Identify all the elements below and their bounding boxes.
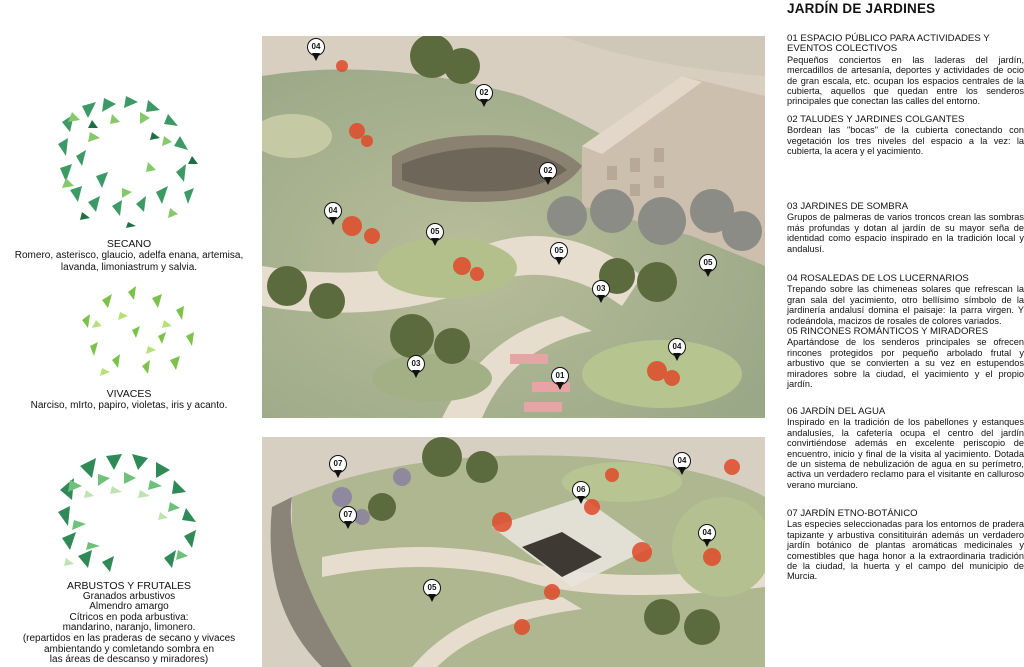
section-heading: 04 ROSALEDAS DE LOS LUCERNARIOS [787, 273, 969, 284]
legend-secano-title: SECANO [106, 238, 152, 250]
legend-arbustos [0, 581, 258, 666]
map-marker[interactable]: 02 [539, 162, 559, 188]
section-02 [787, 115, 1024, 157]
secano-swatch [52, 92, 202, 232]
legend-vivaces-desc: Narciso, mIrto, papiro, violetas, iris y acanto. [30, 400, 228, 411]
section-03 [787, 202, 1024, 254]
section-heading: 01 ESPACIO PÚBLICO PARA ACTIVIDADES Y EVENTOS COLECTIVOS [787, 33, 990, 55]
map-marker[interactable]: 04 [673, 452, 693, 478]
map-marker[interactable]: 01 [551, 367, 571, 393]
section-07 [787, 509, 1024, 582]
map-marker[interactable]: 03 [407, 355, 427, 381]
legend-vivaces [0, 388, 258, 412]
section-heading: 07 JARDÍN ETNO-BOTÁNICO [787, 508, 918, 519]
map-marker[interactable]: 07 [329, 455, 349, 481]
map-marker[interactable]: 05 [550, 242, 570, 268]
map-marker[interactable]: 07 [339, 506, 359, 532]
map-marker[interactable]: 03 [592, 280, 612, 306]
legend-arbustos-line: (repartidos en las praderas de secano y vivaces [22, 632, 236, 644]
map-marker[interactable]: 04 [307, 38, 327, 64]
vivaces-swatch [72, 280, 200, 380]
legend-secano [0, 238, 258, 274]
section-01 [787, 34, 1024, 107]
section-heading: 05 RINCONES ROMÁNTICOS Y MIRADORES [787, 326, 989, 337]
map-marker[interactable]: 02 [475, 84, 495, 110]
legend-secano-desc: Romero, asterisco, glaucio, adelfa enana, artemisa, lavanda, limoniastrum y salvia. [14, 250, 244, 273]
section-body: Apartándose de los senderos principales se ofrecen rincones protegidos por pequeño arbolado frutal y arbustivo que se convierten a su vez en estupendos miradores sobre la ciudad, el yacimiento y el propio jardín. [787, 337, 1024, 390]
section-05 [787, 327, 1024, 389]
map-marker[interactable]: 05 [423, 579, 443, 605]
section-heading: 06 JARDÍN DEL AGUA [787, 406, 886, 417]
section-06 [787, 407, 1024, 490]
section-body: Trepando sobre las chimeneas solares que refrescan la gran sala del yacimiento, otro bellísimo símbolo de la jardinería andalusí domina el paisaje: la parra virgen. Y rodeándola, macizos de rosales de colores variados. [787, 284, 1024, 326]
map-marker[interactable]: 04 [698, 524, 718, 550]
legend-arbustos-line: Granados arbustivos [82, 590, 176, 602]
map-marker[interactable]: 05 [426, 223, 446, 249]
map-marker[interactable]: 04 [668, 338, 688, 364]
legend-arbustos-line: Cítricos en poda arbustiva: [69, 611, 189, 623]
section-body: Bordean las "bocas" de la cubierta conectando con vegetación los tres niveles del espacio a la vez: la cubierta, la acera y el yacimiento. [787, 125, 1024, 157]
section-body: Las especies seleccionadas para los entornos de pradera tapizante y arbustiva consitituirán además un verdadero jardín botánico de plantas aromáticas medicinales y comestibles que haga honor a la extraordinaria tradición de la ciudad, la huerta y el campo del municipio de Murcia. [787, 519, 1024, 582]
section-body: Grupos de palmeras de varios troncos crean las sombras más profundas y dotan al jardín de su mayor seña de identidad como espacio inspirado en la tradición local y andalusí. [787, 212, 1024, 254]
legend-arbustos-line: Almendro amargo [89, 601, 169, 613]
legend-arbustos-line: mandarino, naranjo, limonero. [62, 622, 196, 634]
legend-arbustos-title: ARBUSTOS Y FRUTALES [66, 580, 192, 592]
map-marker[interactable]: 04 [324, 202, 344, 228]
section-body: Pequeños conciertos en las laderas del jardín, mercadillos de artesanía, deportes y actividades de ocio de gran escala, etc. ocupan los espacios centrales de la cubierta, aquellos que quedan entre los senderos principales que conectan las calles del entorno. [787, 54, 1024, 107]
section-04 [787, 274, 1024, 326]
legend-arbustos-line: ambientando y comletando sombra en [43, 643, 215, 655]
page-title: JARDÍN DE JARDINES [787, 1, 936, 16]
render-top [262, 36, 765, 418]
arbustos-swatch [52, 450, 204, 580]
section-heading: 02 TALUDES Y JARDINES COLGANTES [787, 114, 965, 125]
render-bottom [262, 437, 765, 667]
map-marker[interactable]: 06 [572, 481, 592, 507]
section-body: Inspirado en la tradición de los pabellones y estanques andalusíes, la cafetería ocupa el centro del jardín convirtiéndose además en excelente periscopio de encuentro, inicio y final de la visita al yacimiento. Dotada de un sistema de nebulización de agua en su perímetro, activa un verdadero reclamo para el visitante en calluroso verano murciano. [787, 417, 1024, 490]
map-marker[interactable]: 05 [699, 254, 719, 280]
page-title-wrap [787, 1, 1024, 16]
legend-arbustos-line: las áreas de descanso y miradores) [49, 654, 209, 666]
legend-vivaces-title: VIVACES [106, 388, 152, 400]
section-heading: 03 JARDINES DE SOMBRA [787, 201, 909, 212]
